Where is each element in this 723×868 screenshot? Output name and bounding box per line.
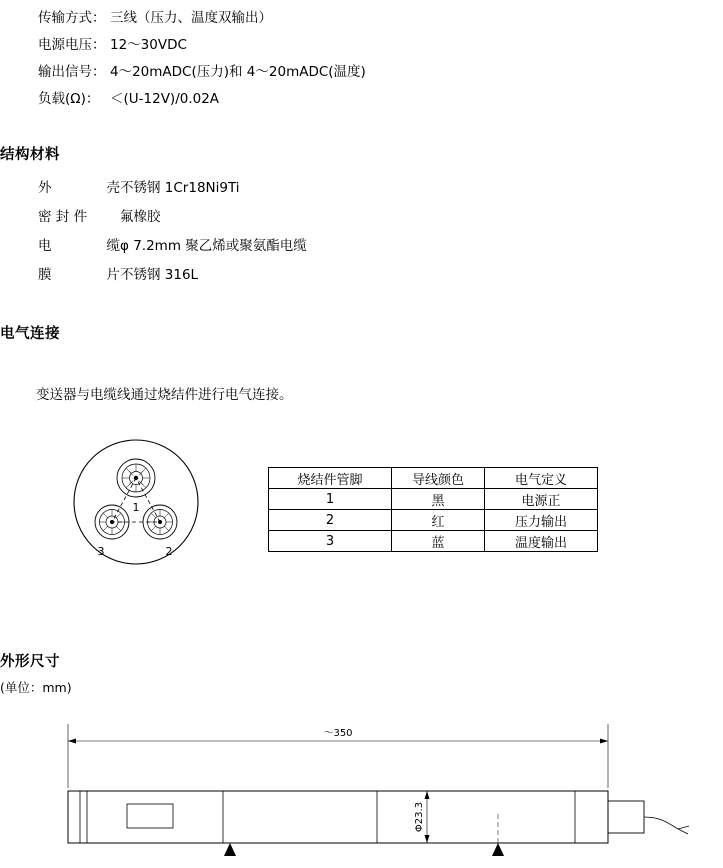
structure-label — [0, 263, 120, 283]
structure-label — [0, 205, 120, 225]
table-cell: 红 — [392, 510, 485, 531]
table-header-row — [269, 468, 598, 489]
connector-pin-label-1: 1 — [132, 501, 140, 514]
structure-value: φ 7.2mm 聚乙烯或聚氨酯电缆 — [120, 238, 307, 254]
electrical-paragraph: 变送器与电缆线通过烧结件进行电气连接。 — [36, 387, 293, 403]
table-row — [269, 510, 598, 531]
structure-label-part1: 电 — [38, 238, 52, 254]
structure-row — [0, 263, 723, 292]
structure-row — [0, 176, 723, 205]
structure-material-list — [0, 176, 723, 292]
structure-label-part1: 密 封 件 — [38, 209, 88, 225]
structure-label-part1: 膜 — [38, 267, 52, 283]
table-cell: 1 — [269, 489, 392, 510]
section-heading-electrical: 电气连接 — [0, 326, 60, 342]
structure-row — [0, 234, 723, 263]
spec-row — [0, 33, 723, 60]
table-cell: 黑 — [392, 489, 485, 510]
table-cell: 2 — [269, 510, 392, 531]
table-row — [269, 489, 598, 510]
structure-label — [0, 234, 120, 254]
structure-label-part1: 外 — [38, 180, 52, 196]
table-cell: 温度输出 — [485, 531, 598, 552]
table-row — [269, 531, 598, 552]
spec-row — [0, 6, 723, 33]
spec-label: 负载(Ω)： — [38, 91, 100, 107]
connector-diagram — [66, 432, 206, 572]
spec-value: 12～30VDC — [110, 37, 187, 53]
structure-value: 不锈钢 316L — [120, 267, 199, 283]
dimension-units-note: (单位：mm) — [0, 680, 72, 695]
section-heading-structure: 结构材料 — [0, 147, 60, 163]
connector-pin-label-2: 2 — [165, 545, 173, 558]
section-heading-dimensions: 外形尺寸 — [0, 654, 60, 670]
table-cell: 3 — [269, 531, 392, 552]
structure-label-part2: 片 — [106, 267, 120, 283]
table-cell: 电源正 — [485, 489, 598, 510]
spec-value: 4～20mADC(压力)和 4～20mADC(温度) — [110, 64, 366, 80]
spec-row — [0, 60, 723, 87]
spec-label: 传输方式： — [38, 10, 106, 26]
spec-list — [0, 6, 723, 114]
structure-row — [0, 205, 723, 234]
table-header-cell: 导线颜色 — [392, 468, 485, 489]
spec-value: ＜(U-12V)/0.02A — [110, 91, 220, 107]
pin-definition-table — [268, 467, 598, 552]
spec-row — [0, 87, 723, 114]
table-header-cell: 烧结件管脚 — [269, 468, 392, 489]
spec-label: 输出信号： — [38, 64, 106, 80]
table-cell: 压力输出 — [485, 510, 598, 531]
table-header-cell: 电气定义 — [485, 468, 598, 489]
spec-label: 电源电压： — [38, 37, 106, 53]
overall-length-label: ～350 — [323, 728, 353, 739]
table-cell: 蓝 — [392, 531, 485, 552]
structure-value: 氟橡胶 — [120, 209, 161, 225]
outline-dimension-drawing — [55, 716, 715, 866]
structure-label-part2: 壳 — [106, 180, 120, 196]
structure-label — [0, 176, 120, 196]
diameter-label: Φ23.3 — [414, 801, 425, 833]
structure-value: 不锈钢 1Cr18Ni9Ti — [120, 180, 240, 196]
spec-value: 三线（压力、温度双输出） — [110, 10, 272, 26]
connector-pin-label-3: 3 — [97, 545, 105, 558]
structure-label-part2: 缆 — [106, 238, 120, 254]
